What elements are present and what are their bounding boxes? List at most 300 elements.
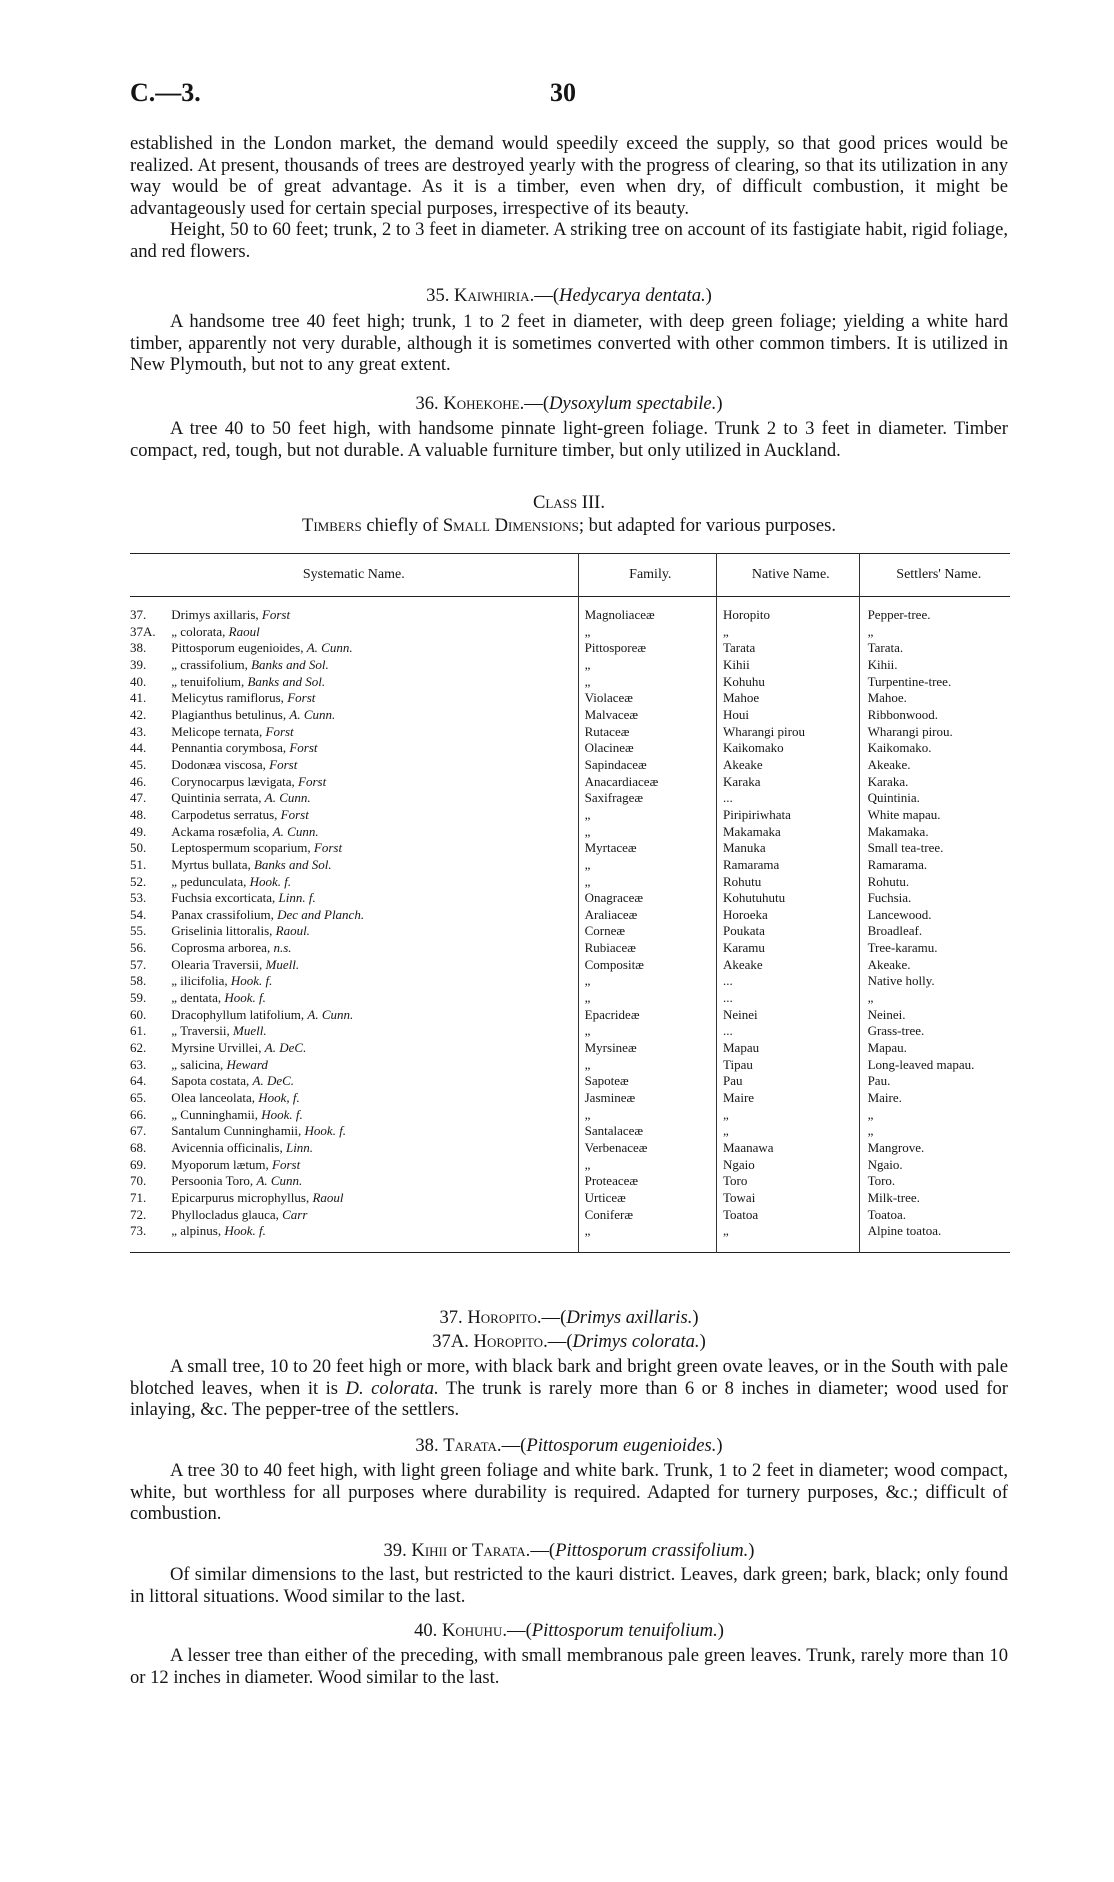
species-name: Santalum Cunninghamii,	[171, 1123, 302, 1139]
intro-paragraph: established in the London market, the demand would speedily exceed the supply, so that good prices would be realized. At present, thousands of trees are destroyed yearly with the progress of clearing, so that its utilization in any way would be of great advantage. As it is a timber, even when dry, of difficult combustion, it might be advantageously used for certain special purposes, irrespective of its beauty.	[130, 133, 1008, 219]
row-number: 73.	[130, 1223, 147, 1239]
table-row	[130, 707, 1010, 724]
native-name-cell: Ramarama	[717, 857, 860, 874]
species-name: Pennantia corymbosa,	[171, 740, 287, 756]
authority-name: Hook. f.	[304, 1123, 347, 1139]
authority-name: Carr	[282, 1206, 308, 1222]
row-number: 58.	[130, 973, 147, 989]
table-row	[130, 640, 1010, 657]
species-name: Coprosma arborea,	[171, 940, 271, 956]
species-name: Avicennia officinalis,	[171, 1140, 283, 1155]
heading-37a: 37A. Horopito.—(Drimys colorata.)	[432, 1331, 706, 1352]
settlers-name-cell: Rohutu.	[859, 874, 1010, 891]
authority-name: Dec and Planch.	[277, 906, 365, 922]
table-row	[130, 840, 1010, 857]
authority-name: A. DeC.	[264, 1040, 307, 1056]
systematic-name-cell	[171, 1173, 578, 1190]
table-row	[130, 1023, 1010, 1040]
table-row	[130, 1223, 1010, 1252]
authority-name: Forst	[289, 740, 318, 756]
row-number: 64.	[130, 1073, 147, 1089]
family-cell: Onagraceæ	[578, 890, 716, 907]
row-number: 71.	[130, 1189, 147, 1205]
authority-name: Raoul	[228, 623, 260, 639]
timbers-table	[130, 553, 1010, 1253]
species-name: „ ilicifolia,	[171, 973, 228, 989]
settlers-name-cell: „	[859, 624, 1010, 641]
settlers-name-cell: „	[859, 990, 1010, 1007]
species-name: Panax crassifolium,	[171, 906, 274, 922]
page-header	[130, 78, 1010, 108]
systematic-name-cell	[171, 1023, 578, 1040]
species-name: „ dentata,	[171, 990, 222, 1006]
settlers-name-cell: Mangrove.	[859, 1140, 1010, 1157]
systematic-name-cell	[171, 707, 578, 724]
table-row	[130, 1007, 1010, 1024]
systematic-name-cell	[171, 1223, 578, 1252]
native-name-cell: ...	[717, 1023, 860, 1040]
species-name: Olea lanceolata,	[171, 1090, 256, 1106]
family-cell: Anacardiaceæ	[578, 774, 716, 791]
settlers-name-cell: Kihii.	[859, 657, 1010, 674]
settlers-name-cell: Small tea-tree.	[859, 840, 1010, 857]
family-cell: Myrsineæ	[578, 1040, 716, 1057]
col-header-systematic: Systematic Name.	[302, 566, 405, 582]
species-name: Myrtus bullata,	[171, 856, 251, 872]
row-number: 43.	[130, 723, 147, 739]
authority-name: Forst	[298, 773, 327, 789]
native-name-cell: Toatoa	[717, 1207, 860, 1224]
settlers-name-cell: Native holly.	[859, 973, 1010, 990]
native-name-cell: Towai	[717, 1190, 860, 1207]
authority-name: Forst	[280, 806, 309, 822]
systematic-name-cell	[171, 1107, 578, 1124]
table-row	[130, 790, 1010, 807]
native-name-cell: Neinei	[717, 1007, 860, 1024]
native-name-cell: Poukata	[717, 923, 860, 940]
settlers-name-cell: Grass-tree.	[859, 1023, 1010, 1040]
family-cell: Corneæ	[578, 923, 716, 940]
systematic-name-cell	[171, 1140, 578, 1157]
row-number: 59.	[130, 990, 147, 1006]
family-cell: „	[578, 990, 716, 1007]
settlers-name-cell: Mapau.	[859, 1040, 1010, 1057]
native-name-cell: Rohutu	[717, 874, 860, 891]
settlers-name-cell: Lancewood.	[859, 907, 1010, 924]
native-name-cell: Horopito	[717, 597, 860, 624]
authority-name: A. DeC.	[252, 1073, 295, 1089]
family-cell: „	[578, 1107, 716, 1124]
settlers-name-cell: Akeake.	[859, 957, 1010, 974]
authority-name: Forst	[269, 756, 298, 772]
systematic-name-cell	[171, 824, 578, 841]
native-name-cell: ...	[717, 990, 860, 1007]
intro-section	[130, 133, 1008, 262]
row-number: 65.	[130, 1090, 147, 1106]
authority-name: Muell.	[233, 1023, 267, 1039]
entry-35-text: A handsome tree 40 feet high; trunk, 1 to 2 feet in diameter, with deep green foliage; yielding a white hard timber, apparently not very durable, although it is sometimes converted with other common timbers. It is utilized in New Plymouth, but not to any great extent.	[130, 311, 1008, 375]
species-name: Pittosporum eugenioides,	[171, 640, 304, 656]
species-name: Dracophyllum latifolium,	[171, 1006, 305, 1022]
table-row	[130, 907, 1010, 924]
authority-name: Heward	[226, 1056, 268, 1072]
row-number: 55.	[130, 923, 147, 939]
family-cell: „	[578, 874, 716, 891]
settlers-name-cell: Ribbonwood.	[859, 707, 1010, 724]
family-cell: „	[578, 1223, 716, 1252]
row-number: 44.	[130, 740, 147, 756]
family-cell: Sapoteæ	[578, 1073, 716, 1090]
settlers-name-cell: Toatoa.	[859, 1207, 1010, 1224]
systematic-name-cell	[171, 857, 578, 874]
native-name-cell: Pau	[717, 1073, 860, 1090]
authority-name: A. Cunn.	[306, 640, 353, 656]
table-row	[130, 807, 1010, 824]
table-row	[130, 674, 1010, 691]
family-cell: Compositæ	[578, 957, 716, 974]
authority-name: Hook. f.	[249, 873, 292, 889]
native-name-cell: Houi	[717, 707, 860, 724]
authority-name: A. Cunn.	[264, 790, 311, 806]
table-row	[130, 1057, 1010, 1074]
table-row	[130, 990, 1010, 1007]
settlers-name-cell: Milk-tree.	[859, 1190, 1010, 1207]
authority-name: Raoul	[312, 1189, 344, 1205]
row-number: 42.	[130, 706, 147, 722]
species-name: „ Cunninghamii,	[171, 1106, 258, 1122]
native-name-cell: Wharangi pirou	[717, 724, 860, 741]
row-number: 37.	[130, 607, 147, 622]
row-number: 52.	[130, 873, 147, 889]
heading-39: 39. Kihii or Tarata.—(Pittosporum crassifolium.)	[383, 1540, 755, 1561]
settlers-name-cell: Alpine toatoa.	[859, 1223, 1010, 1252]
systematic-name-cell	[171, 957, 578, 974]
systematic-name-cell	[171, 674, 578, 691]
row-number: 68.	[130, 1140, 147, 1155]
settlers-name-cell: Maire.	[859, 1090, 1010, 1107]
native-name-cell: „	[717, 1223, 860, 1252]
table-row	[130, 1123, 1010, 1140]
systematic-name-cell	[171, 807, 578, 824]
species-name: Myoporum lætum,	[171, 1156, 269, 1172]
family-cell: Sapindaceæ	[578, 757, 716, 774]
family-cell: Coniferæ	[578, 1207, 716, 1224]
settlers-name-cell: Akeake.	[859, 757, 1010, 774]
class-title: Class III.	[532, 492, 606, 513]
row-number: 63.	[130, 1056, 147, 1072]
entry-36-text: A tree 40 to 50 feet high, with handsome pinnate light-green foliage. Trunk 2 to 3 feet in diameter. Timber compact, red, tough, but not durable. A valuable furniture timber, but only utilized in Auckland.	[130, 418, 1008, 461]
authority-name: Banks and Sol.	[253, 856, 332, 872]
table-row	[130, 757, 1010, 774]
settlers-name-cell: Makamaka.	[859, 824, 1010, 841]
native-name-cell: Akeake	[717, 757, 860, 774]
species-name: Persoonia Toro,	[171, 1173, 254, 1189]
row-number: 67.	[130, 1123, 147, 1139]
native-name-cell: Kohutuhutu	[717, 890, 860, 907]
systematic-name-cell	[171, 1057, 578, 1074]
species-name: Epicarpurus microphyllus,	[171, 1189, 310, 1205]
family-cell: „	[578, 807, 716, 824]
settlers-name-cell: Turpentine-tree.	[859, 674, 1010, 691]
authority-name: Forst	[272, 1156, 301, 1172]
page-number: 30	[550, 78, 576, 107]
settlers-name-cell: Kaikomako.	[859, 740, 1010, 757]
systematic-name-cell	[171, 740, 578, 757]
authority-name: A. Cunn.	[272, 823, 319, 839]
authority-name: Forst	[265, 723, 294, 739]
family-cell: Santalaceæ	[578, 1123, 716, 1140]
table-row	[130, 1040, 1010, 1057]
systematic-name-cell	[171, 907, 578, 924]
native-name-cell: ...	[717, 790, 860, 807]
family-cell: Malvaceæ	[578, 707, 716, 724]
family-cell: „	[578, 1157, 716, 1174]
native-name-cell: Akeake	[717, 957, 860, 974]
table-row	[130, 1157, 1010, 1174]
species-name: Griselinia littoralis,	[171, 923, 273, 939]
systematic-name-cell	[171, 1073, 578, 1090]
authority-name: n.s.	[273, 940, 292, 956]
table-row	[130, 1140, 1010, 1157]
family-cell: „	[578, 674, 716, 691]
systematic-name-cell	[171, 1123, 578, 1140]
entry-38-text: A tree 30 to 40 feet high, with light green foliage and white bark. Trunk, 1 to 2 feet in diameter; wood compact, white, but worthless for all purposes where durability is required. Adapted for turnery purposes, &c.; difficult of combustion.	[130, 1460, 1008, 1524]
native-name-cell: Makamaka	[717, 824, 860, 841]
row-number: 37A.	[130, 623, 156, 639]
systematic-name-cell	[171, 790, 578, 807]
row-number: 62.	[130, 1040, 147, 1056]
row-number: 72.	[130, 1206, 147, 1222]
family-cell: Olacineæ	[578, 740, 716, 757]
heading-40: 40. Kohuhu.—(Pittosporum tenuifolium.)	[414, 1620, 724, 1641]
family-cell: Araliaceæ	[578, 907, 716, 924]
report-code: C.—3.	[130, 78, 201, 107]
family-cell: „	[578, 1057, 716, 1074]
species-name: Melicope ternata,	[171, 723, 263, 739]
height-paragraph: Height, 50 to 60 feet; trunk, 2 to 3 feet in diameter. A striking tree on account of its fastigiate habit, rigid foliage, and red flowers.	[130, 219, 1008, 262]
systematic-name-cell	[171, 757, 578, 774]
settlers-name-cell: „	[859, 1123, 1010, 1140]
family-cell: „	[578, 824, 716, 841]
native-name-cell: Kihii	[717, 657, 860, 674]
table-row	[130, 1107, 1010, 1124]
settlers-name-cell: Ramarama.	[859, 857, 1010, 874]
systematic-name-cell	[171, 724, 578, 741]
class-subtitle: Timbers chiefly of Small Dimensions; but adapted for various purposes.	[301, 515, 836, 536]
species-name: „ crassifolium,	[171, 656, 248, 672]
settlers-name-cell: Quintinia.	[859, 790, 1010, 807]
species-name: Leptospermum scoparium,	[171, 840, 311, 856]
native-name-cell: Karaka	[717, 774, 860, 791]
family-cell: Proteaceæ	[578, 1173, 716, 1190]
native-name-cell: Piripiriwhata	[717, 807, 860, 824]
table-row	[130, 824, 1010, 841]
species-name: Melicytus ramiflorus,	[171, 690, 284, 706]
family-cell: Jasmineæ	[578, 1090, 716, 1107]
row-number: 66.	[130, 1106, 147, 1122]
row-number: 40.	[130, 673, 147, 689]
family-cell: Magnoliaceæ	[578, 597, 716, 624]
row-number: 60.	[130, 1006, 147, 1022]
systematic-name-cell	[171, 774, 578, 791]
authority-name: Hook. f.	[224, 990, 266, 1006]
heading-38: 38. Tarata.—(Pittosporum eugenioides.)	[415, 1435, 723, 1456]
native-name-cell: „	[717, 624, 860, 641]
family-cell: „	[578, 657, 716, 674]
settlers-name-cell: Broadleaf.	[859, 923, 1010, 940]
species-name: „ colorata,	[171, 623, 226, 639]
table-row	[130, 923, 1010, 940]
species-name: Quintinia serrata,	[171, 790, 262, 806]
authority-name: A. Cunn.	[289, 706, 336, 722]
species-name: Ackama rosæfolia,	[171, 823, 270, 839]
authority-name: Forst	[287, 690, 316, 706]
family-cell: Myrtaceæ	[578, 840, 716, 857]
settlers-name-cell: Wharangi pirou.	[859, 724, 1010, 741]
species-name: Phyllocladus glauca,	[171, 1206, 279, 1222]
row-number: 54.	[130, 906, 147, 922]
native-name-cell: ...	[717, 973, 860, 990]
table-header-row	[130, 554, 1010, 597]
authority-name: Hook. f.	[230, 973, 273, 989]
authority-name: Banks and Sol.	[247, 673, 326, 689]
settlers-name-cell: „	[859, 1107, 1010, 1124]
table-row	[130, 1173, 1010, 1190]
heading-35: 35. Kaiwhiria.—(Hedycarya dentata.)	[426, 285, 712, 306]
native-name-cell: „	[717, 1107, 860, 1124]
systematic-name-cell	[171, 973, 578, 990]
table-row	[130, 973, 1010, 990]
row-number: 57.	[130, 956, 147, 972]
systematic-name-cell	[171, 1007, 578, 1024]
row-number: 46.	[130, 773, 147, 789]
row-number: 49.	[130, 823, 147, 839]
heading-37: 37. Horopito.—(Drimys axillaris.)	[439, 1307, 699, 1328]
table-row	[130, 1090, 1010, 1107]
native-name-cell: Horoeka	[717, 907, 860, 924]
systematic-name-cell	[171, 1090, 578, 1107]
entry-39-text: Of similar dimensions to the last, but restricted to the kauri district. Leaves, dark green; bark, black; only found in littoral situations. Wood similar to the last.	[130, 1564, 1008, 1607]
native-name-cell: Maire	[717, 1090, 860, 1107]
systematic-name-cell	[171, 840, 578, 857]
authority-name: A. Cunn.	[307, 1006, 354, 1022]
species-name: Drimys axillaris,	[171, 607, 259, 622]
settlers-name-cell: Pepper-tree.	[859, 597, 1010, 624]
species-name: „ salicina,	[171, 1056, 224, 1072]
systematic-name-cell	[171, 923, 578, 940]
family-cell: „	[578, 624, 716, 641]
systematic-name-cell	[171, 597, 578, 624]
systematic-name-cell	[171, 624, 578, 641]
table-row	[130, 1207, 1010, 1224]
row-number: 56.	[130, 940, 147, 956]
settlers-name-cell: White mapau.	[859, 807, 1010, 824]
authority-name: Raoul.	[275, 923, 310, 939]
heading-36: 36. Kohekohe.—(Dysoxylum spectabile.)	[415, 393, 723, 414]
native-name-cell: „	[717, 1123, 860, 1140]
settlers-name-cell: Pau.	[859, 1073, 1010, 1090]
species-name: Dodonæa viscosa,	[171, 756, 266, 772]
authority-name: Hook. f.	[224, 1223, 266, 1239]
authority-name: Forst	[313, 840, 343, 856]
family-cell: Violaceæ	[578, 690, 716, 707]
table-row	[130, 940, 1010, 957]
authority-name: Linn. f.	[278, 890, 316, 906]
family-cell: „	[578, 857, 716, 874]
native-name-cell: Tipau	[717, 1057, 860, 1074]
native-name-cell: Manuka	[717, 840, 860, 857]
row-number: 38.	[130, 640, 147, 656]
species-name: Sapota costata,	[171, 1073, 250, 1089]
row-number: 41.	[130, 690, 147, 706]
entry-40-text: A lesser tree than either of the preceding, with small membranous pale green leaves. Trunk, rarely more than 10 or 12 inches in diameter. Wood similar to the last.	[130, 1645, 1008, 1688]
systematic-name-cell	[171, 657, 578, 674]
systematic-name-cell	[171, 640, 578, 657]
systematic-name-cell	[171, 1190, 578, 1207]
native-name-cell: Mahoe	[717, 690, 860, 707]
species-name: Myrsine Urvillei,	[171, 1040, 262, 1056]
authority-name: A. Cunn.	[256, 1173, 303, 1189]
table-row	[130, 740, 1010, 757]
col-header-family: Family.	[578, 554, 716, 597]
settlers-name-cell: Fuchsia.	[859, 890, 1010, 907]
native-name-cell: Karamu	[717, 940, 860, 957]
table-row	[130, 1190, 1010, 1207]
settlers-name-cell: Neinei.	[859, 1007, 1010, 1024]
settlers-name-cell: Long-leaved mapau.	[859, 1057, 1010, 1074]
authority-name: Hook, f.	[258, 1090, 300, 1106]
family-cell: Verbenaceæ	[578, 1140, 716, 1157]
systematic-name-cell	[171, 1040, 578, 1057]
family-cell: Saxifrageæ	[578, 790, 716, 807]
systematic-name-cell	[171, 940, 578, 957]
row-number: 51.	[130, 856, 147, 872]
family-cell: Epacrideæ	[578, 1007, 716, 1024]
col-header-settlers: Settlers' Name.	[859, 554, 1010, 597]
family-cell: Rutaceæ	[578, 724, 716, 741]
systematic-name-cell	[171, 1207, 578, 1224]
native-name-cell: Ngaio	[717, 1157, 860, 1174]
table-row	[130, 957, 1010, 974]
species-name: „ tenuifolium,	[171, 673, 245, 689]
authority-name: Linn.	[285, 1140, 314, 1155]
settlers-name-cell: Ngaio.	[859, 1157, 1010, 1174]
systematic-name-cell	[171, 874, 578, 891]
table-row	[130, 597, 1010, 624]
family-cell: Rubiaceæ	[578, 940, 716, 957]
species-name: „ Traversii,	[171, 1023, 230, 1039]
species-name: „ pedunculata,	[171, 873, 247, 889]
table-row	[130, 874, 1010, 891]
row-number: 39.	[130, 656, 147, 672]
row-number: 53.	[130, 890, 147, 906]
table-row	[130, 624, 1010, 641]
table-row	[130, 857, 1010, 874]
family-cell: „	[578, 1023, 716, 1040]
authority-name: Forst	[261, 607, 291, 622]
native-name-cell: Maanawa	[717, 1140, 860, 1157]
authority-name: Banks and Sol.	[251, 656, 329, 672]
table-row	[130, 890, 1010, 907]
row-number: 48.	[130, 806, 147, 822]
row-number: 47.	[130, 790, 147, 806]
systematic-name-cell	[171, 890, 578, 907]
species-name: Fuchsia excorticata,	[171, 890, 276, 906]
species-name: Carpodetus serratus,	[171, 806, 278, 822]
species-name: „ alpinus,	[171, 1223, 222, 1239]
systematic-name-cell	[171, 1157, 578, 1174]
family-cell: Pittosporeæ	[578, 640, 716, 657]
